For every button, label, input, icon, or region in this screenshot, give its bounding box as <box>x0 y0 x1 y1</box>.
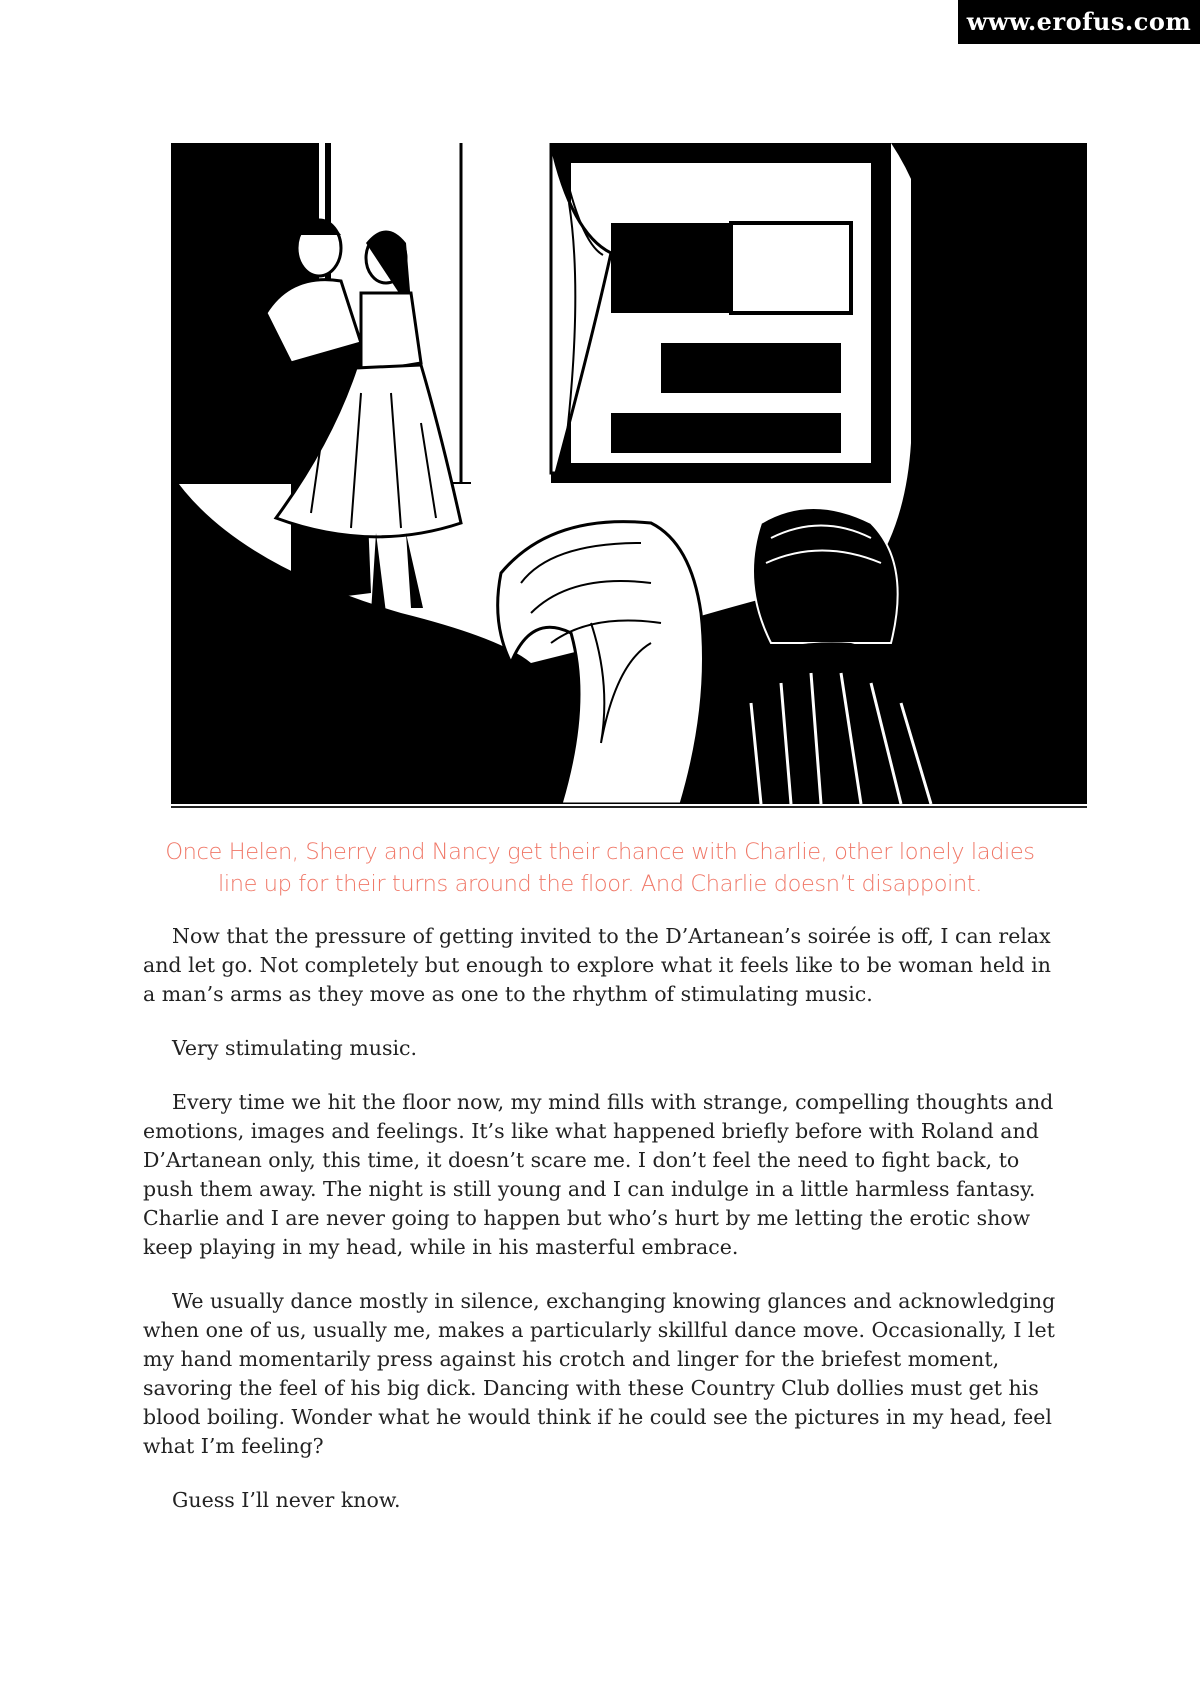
story-paragraph: Very stimulating music. <box>172 1036 418 1060</box>
illustration-divider <box>171 806 1087 808</box>
story-body <box>143 922 1063 1540</box>
story-paragraph: Guess I’ll never know. <box>172 1488 401 1512</box>
site-watermark: www.erofus.com <box>958 0 1200 44</box>
story-paragraph: Every time we hit the floor now, my mind fills with strange, compelling thoughts and emotions, images and feelings. It’s like what happened briefly before with Roland and D’Artanean only, this time, it doesn’t scare me. I don’t feel the need to fight back, to push them away. The night is still young and I can indulge in a little harmless fantasy. Charlie and I are never going to happen but who’s hurt by me letting the erotic show keep playing in my head, while in his masterful embrace. <box>143 1090 1054 1259</box>
story-paragraph: Now that the pressure of getting invited to the D’Artanean’s soirée is off, I can relax and let go. Not completely but enough to explore what it feels like to be woman held in a man’s arms as they move as one to the rhythm of stimulating music. <box>143 924 1051 1006</box>
illustration-caption: Once Helen, Sherry and Nancy get their chance with Charlie, other lonely ladies line up for their turns around the floor. And Charlie doesn’t disappoint. <box>165 839 1035 897</box>
ballroom-scene-drawing <box>171 143 1087 804</box>
story-paragraph: We usually dance mostly in silence, exchanging knowing glances and acknowledging when one of us, usually me, makes a particularly skillful dance move. Occasionally, I let my hand momentarily press against his crotch and linger for the briefest moment, savoring the feel of his big dick. Dancing with these Country Club dollies must get his blood boiling. Wonder what he would think if he could see the pictures in my head, feel what I’m feeling? <box>143 1289 1056 1458</box>
comic-illustration-panel <box>171 143 1087 804</box>
